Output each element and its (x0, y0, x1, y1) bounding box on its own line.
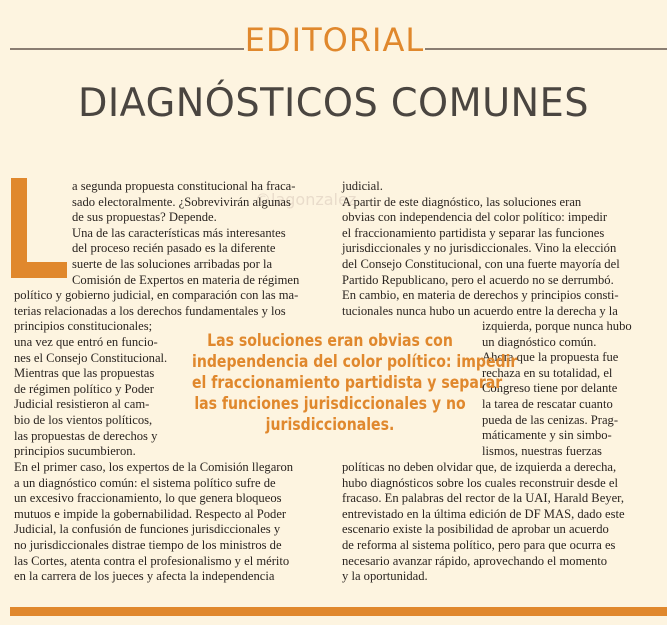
body-text-line: Judicial resistieron al cam- (14, 397, 150, 412)
body-text-line: escenario existe la posibilidad de aprobar un acuerdo (342, 522, 609, 537)
body-text-line: fracaso. En palabras del rector de la UAI, Harald Beyer, (342, 491, 625, 506)
footer-bar (10, 607, 667, 616)
column-1-narrow (14, 335, 167, 460)
body-text-line: y la oportunidad. (342, 569, 428, 584)
body-text-line: Comisión de Expertos en materia de régimen (72, 272, 300, 287)
pull-quote-line: jurisdiccionales. (265, 415, 395, 435)
body-text-line: bio de los vientos políticos, (14, 412, 153, 427)
body-text-line: Ahora que la propuesta fue (482, 350, 619, 365)
body-text-line: el fraccionamiento partidista y separar las funciones (342, 225, 605, 240)
body-text-line: Partido Republicano, pero el acuerdo no se derrumbó. (342, 272, 614, 287)
pull-quote-line: el fraccionamiento partidista y separar (192, 373, 503, 393)
column-2-top (342, 179, 620, 319)
body-text-line: la tarea de rescatar cuanto (482, 396, 613, 411)
watermark: ©lagonzalez (255, 190, 357, 209)
headline: DIAGNÓSTICOS COMUNES (77, 81, 590, 126)
body-text-line: judicial. (342, 179, 383, 193)
drop-cap (11, 178, 67, 278)
body-text-line: políticas no deben olvidar que, de izquierda a derecha, (342, 460, 617, 474)
body-text-line: de régimen político y Poder (14, 381, 154, 396)
body-text-line: las propuestas de derechos y (14, 428, 158, 443)
body-text-line: rechaza en su totalidad, el (482, 365, 613, 380)
body-text-line: izquierda, porque nunca hubo (482, 319, 632, 333)
body-text-line: de sus propuestas? Depende. (72, 210, 217, 225)
body-text-line: suerte de las soluciones arribadas por la (72, 256, 273, 271)
body-text-line: mutuos e impide la gobernabilidad. Respecto al Poder (14, 506, 287, 521)
body-text-line: lismos, nuestras fuerzas (482, 443, 602, 458)
body-text-line: a un diagnóstico común: el sistema político sufre de (14, 475, 276, 490)
body-text-line: principios constitucionales; (14, 319, 153, 334)
column-1-wide (14, 288, 298, 335)
body-text-line: terias relacionadas a los derechos fundamentales y los (14, 303, 286, 318)
column-2-narrow (482, 319, 632, 459)
body-text-line: Congreso tiene por delante (482, 381, 618, 396)
body-text-line: de reforma al sistema político, pero para que ocurra es (342, 537, 616, 552)
body-text-line: obvias con independencia del color político: impedir (342, 210, 608, 225)
body-text-line: jurisdiccionales y no jurisdiccionales. Vino la elección (342, 241, 617, 256)
pull-quote-line: las funciones jurisdiccionales y no (194, 394, 466, 414)
section-title: EDITORIAL (244, 21, 425, 59)
body-text-line: nes el Consejo Constitucional. (14, 350, 168, 365)
body-text-line: un diagnóstico común. (482, 334, 597, 349)
body-text-line: sado electoralmente. ¿Sobrevivirán algunas (72, 194, 291, 209)
body-text-line: necesario avanzar rápido, aprovechando el momento (342, 553, 608, 568)
body-text-line: Una de las características más interesantes (72, 225, 286, 240)
column-1-top (72, 179, 299, 288)
body-text-line: político y gobierno judicial, en comparación con las ma- (14, 288, 299, 302)
body-text-line: a segunda propuesta constitucional ha fraca- (72, 179, 296, 193)
body-text-line: En el primer caso, los expertos de la Comisión llegaron (14, 460, 294, 474)
body-text-line: entrevistado en la última edición de DF MAS, dado este (342, 506, 625, 521)
body-text-line: máticamente y sin simbo- (482, 428, 612, 443)
body-text-line: las Cortes, atenta contra el profesionalismo y el mérito (14, 553, 290, 568)
body-text-line: Judicial, la confusión de funciones jurisdiccionales y (14, 522, 281, 537)
body-text-line: hubo diagnósticos sobre los cuales reconstruir desde el (342, 475, 618, 490)
pull-quote (192, 331, 518, 436)
body-text-line: En cambio, en materia de derechos y principios consti- (342, 288, 619, 303)
section-header (0, 14, 667, 58)
body-text-line: del proceso recién pasado es la diferente (72, 241, 276, 256)
header-rule-right (425, 48, 667, 50)
body-text-line: un excesivo fraccionamiento, lo que genera bloqueos (14, 491, 282, 506)
column-1-bottom (14, 460, 293, 585)
column-2-bottom (342, 460, 625, 585)
body-text-line: en la carrera de los jueces y afecta la independencia (14, 569, 275, 584)
pull-quote-line: Las soluciones eran obvias con (207, 331, 453, 351)
body-text-line: Mientras que las propuestas (14, 366, 155, 381)
body-text-line: pueda de las cenizas. Prag- (482, 412, 619, 427)
body-text-line: A partir de este diagnóstico, las soluciones eran (342, 194, 582, 209)
body-text-line: principios sucumbieron. (14, 444, 136, 459)
pull-quote-line: independencia del color político: impedir (192, 352, 518, 372)
drop-cap-foot (11, 262, 67, 278)
header-rule-left (10, 48, 244, 50)
body-text-line: del Consejo Constitucional, con una fuerte mayoría del (342, 256, 620, 271)
body-text-line: no jurisdiccionales distrae tiempo de los ministros de (14, 537, 282, 552)
body-text-line: una vez que entró en funcio- (14, 335, 158, 349)
body-text-line: tucionales nunca hubo un acuerdo entre la derecha y la (342, 303, 618, 318)
